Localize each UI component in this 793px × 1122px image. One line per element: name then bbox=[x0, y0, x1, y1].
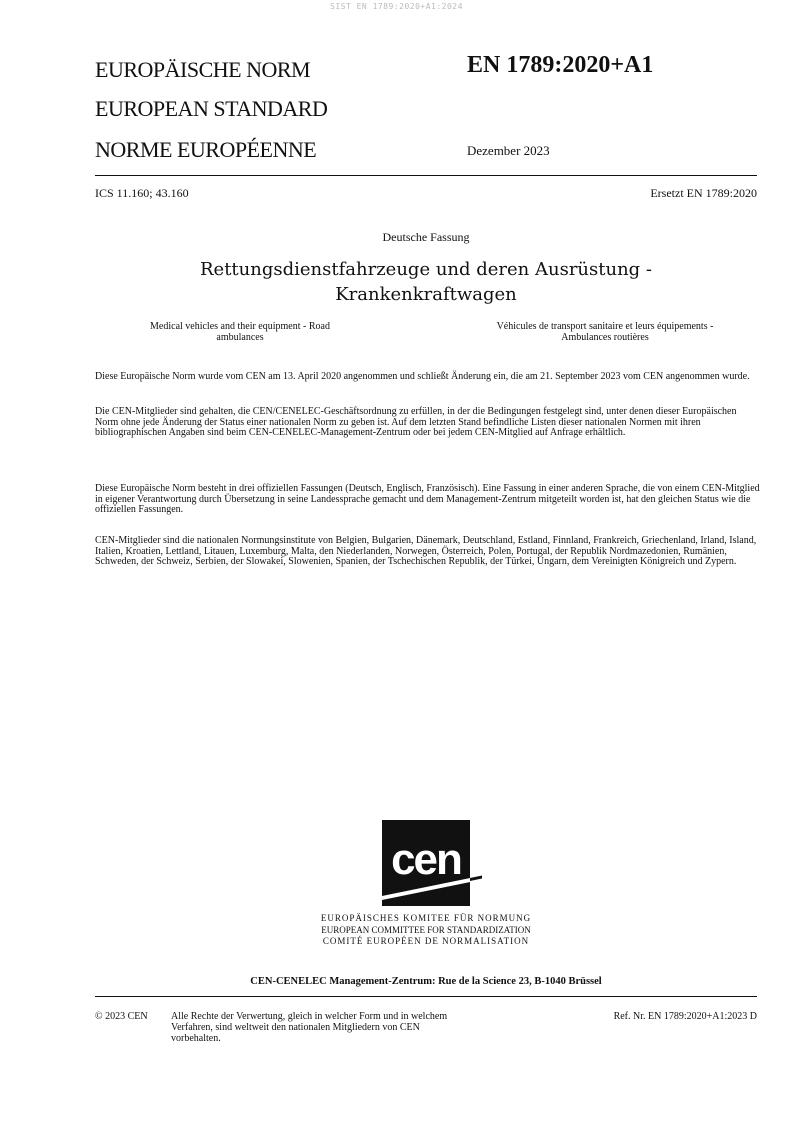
rights-line-1: Alle Rechte der Verwertung, gleich in welcher Form und in welchem bbox=[171, 1011, 448, 1022]
management-centre-address: CEN-CENELEC Management-Zentrum: Rue de la Science 23, B-1040 Brüssel bbox=[250, 976, 602, 987]
footer-divider bbox=[95, 996, 757, 997]
org-name-en: EUROPEAN STANDARD bbox=[95, 96, 328, 121]
committee-name-de: EUROPÄISCHES KOMITEE FÜR NORMUNG bbox=[320, 913, 532, 923]
standard-number: EN 1789:2020+A1 bbox=[467, 52, 654, 78]
title-french bbox=[440, 321, 770, 343]
version-label: Deutsche Fassung bbox=[382, 230, 470, 244]
cen-committee-names bbox=[200, 913, 652, 948]
cen-logo-text: cen bbox=[391, 835, 461, 884]
reference-number: Ref. Nr. EN 1789:2020+A1:2023 D bbox=[613, 1011, 757, 1022]
paragraph-adoption: Diese Europäische Norm wurde vom CEN am 13. April 2020 angenommen und schließt Änderung ein, die am 21. September 2023 vom CEN angenommen wurde. bbox=[95, 371, 750, 382]
watermark: SIST EN 1789:2020+A1:2024 bbox=[330, 2, 463, 11]
cen-logo-graphic bbox=[372, 818, 484, 910]
org-name-de: EUROPÄISCHE NORM bbox=[95, 57, 311, 82]
paragraph-members: CEN-Mitglieder sind die nationalen Normungsinstitute von Belgien, Bulgarien, Dänemark, Deutschland, Estland, Finnland, Frankreich, Griechenland, Irland, Island, Italien, Kroatien, Lettland, Litauen, Luxemburg, Malta, den Niederlanden, Norwegen, Österreich, Polen, Portugal, der Republik Nordmazedonien, Rumänien, Schweden, der Schweiz, Serbien, der Slowakei, Slowenien, Spanien, der Tschechischen Republik, der Türkei, Ungarn, dem Vereinigten Königreich und Zypern. bbox=[95, 535, 757, 568]
title-line-1: Rettungsdienstfahrzeuge und deren Ausrüstung - bbox=[199, 259, 652, 280]
ics-code: ICS 11.160; 43.160 bbox=[95, 186, 189, 200]
committee-name-fr: COMITÉ EUROPÉEN DE NORMALISATION bbox=[322, 936, 530, 946]
committee-name-en: EUROPEAN COMMITTEE FOR STANDARDIZATION bbox=[321, 924, 531, 935]
org-name-fr: NORME EUROPÉENNE bbox=[95, 137, 317, 162]
title-french-line-2: Ambulances routières bbox=[561, 332, 649, 343]
publication-date: Dezember 2023 bbox=[467, 143, 550, 158]
title-line-2: Krankenkraftwagen bbox=[335, 284, 517, 305]
document-title bbox=[95, 257, 757, 307]
copyright: © 2023 CEN bbox=[95, 1011, 148, 1022]
supersedes-note: Ersetzt EN 1789:2020 bbox=[650, 186, 757, 200]
title-english bbox=[95, 321, 385, 343]
title-english-line-2: ambulances bbox=[216, 332, 264, 343]
header-divider bbox=[95, 175, 757, 176]
paragraph-obligations: Die CEN-Mitglieder sind gehalten, die CEN/CENELEC-Geschäftsordnung zu erfüllen, in der die Bedingungen festgelegt sind, unter denen dieser Europäischen Norm ohne jede Änderung der Status einer nationalen Norm zu geben ist. Auf dem letzten Stand befindliche Listen dieser nationalen Normen mit ihren bibliographischen Angaben sind beim CEN-CENELEC-Management-Zentrum oder bei jedem CEN-Mitglied auf Anfrage erhältlich. bbox=[95, 406, 737, 439]
title-french-line-1: Véhicules de transport sanitaire et leurs équipements - bbox=[496, 321, 714, 332]
rights-notice bbox=[171, 1011, 531, 1044]
paragraph-versions: Diese Europäische Norm besteht in drei offiziellen Fassungen (Deutsch, Englisch, Französisch). Eine Fassung in einer anderen Sprache, die von einem CEN-Mitglied in eigener Verantwortung durch Übersetzung in seine Landessprache gemacht und dem Management-Zentrum mitgeteilt worden ist, hat den gleichen Status wie die offiziellen Fassungen. bbox=[95, 483, 760, 516]
cen-logo bbox=[372, 818, 484, 910]
rights-line-2: Verfahren, sind weltweit den nationalen Mitgliedern von CEN bbox=[171, 1022, 420, 1033]
title-english-line-1: Medical vehicles and their equipment - Road bbox=[150, 321, 330, 332]
rights-line-3: vorbehalten. bbox=[171, 1033, 221, 1044]
